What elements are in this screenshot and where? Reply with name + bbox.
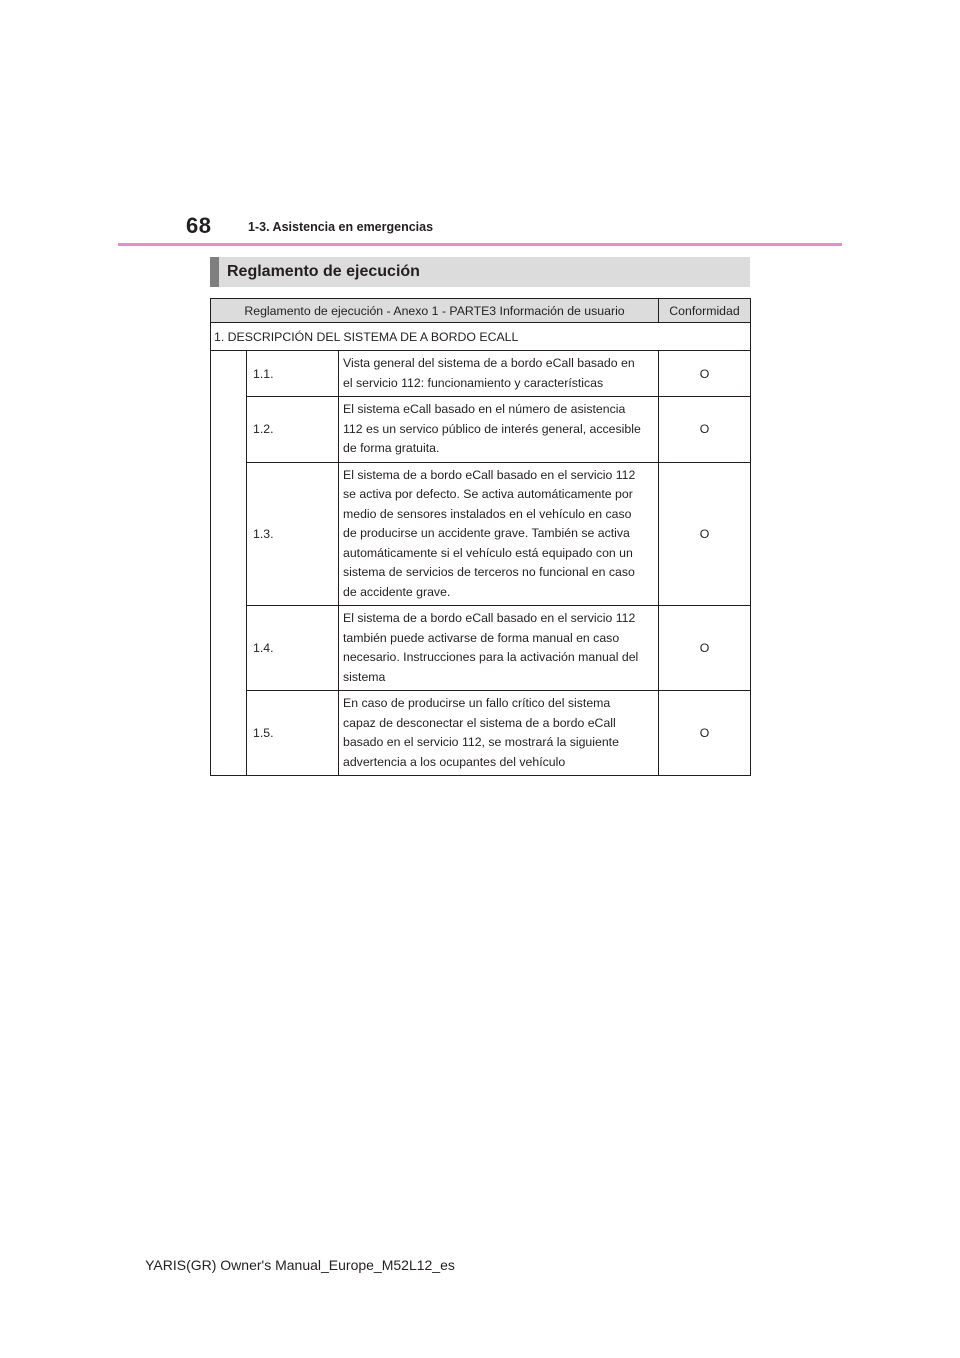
section-title: 1-3. Asistencia en emergencias	[248, 220, 434, 234]
row-description	[339, 351, 659, 397]
description-line: el servicio 112: funcionamiento y características	[343, 375, 604, 390]
row-conformity: O	[659, 462, 751, 606]
description-line: 112 es un servico público de interés general, accesible	[343, 421, 641, 436]
row-description	[339, 606, 659, 691]
regulation-table	[210, 298, 751, 776]
heading-bar	[210, 257, 750, 287]
table-row	[211, 397, 751, 463]
row-conformity: O	[659, 606, 751, 691]
row-number: 1.4.	[247, 606, 339, 691]
description-line: Vista general del sistema de a bordo eCall basado en	[343, 356, 635, 370]
description-line: El sistema de a bordo eCall basado en el servicio 112	[343, 611, 636, 625]
section-row	[211, 323, 751, 351]
row-conformity: O	[659, 351, 751, 397]
description-line: de producirse un accidente grave. También se activa	[343, 526, 630, 540]
description-line: advertencia a los ocupantes del vehículo	[343, 754, 566, 769]
section-row-title: 1. DESCRIPCIÓN DEL SISTEMA DE A BORDO ECALL	[211, 323, 751, 351]
description-line: sistema	[343, 669, 386, 684]
description-line: se activa por defecto. Se activa automáticamente por	[343, 487, 633, 501]
row-conformity: O	[659, 691, 751, 776]
column-header-regulation: Reglamento de ejecución - Anexo 1 - PARTE3 Información de usuario	[211, 299, 659, 323]
header-divider	[118, 243, 842, 246]
description-line: capaz de desconectar el sistema de a bordo eCall	[343, 715, 616, 730]
column-header-conformity: Conformidad	[659, 299, 751, 323]
footer-manual-id: YARIS(GR) Owner's Manual_Europe_M52L12_es	[145, 1257, 455, 1273]
page-number: 68	[186, 213, 212, 238]
table-row	[211, 606, 751, 691]
description-line: de forma gratuita.	[343, 441, 440, 455]
heading-title: Reglamento de ejecución	[227, 263, 420, 280]
row-conformity: O	[659, 397, 751, 463]
description-line: de accidente grave.	[343, 584, 451, 599]
row-number: 1.5.	[247, 691, 339, 776]
description-line: En caso de producirse un fallo crítico del sistema	[343, 696, 611, 710]
row-number: 1.3.	[247, 462, 339, 606]
row-description	[339, 462, 659, 606]
description-line: El sistema eCall basado en el número de asistencia	[343, 402, 626, 416]
description-line: El sistema de a bordo eCall basado en el servicio 112	[343, 467, 636, 482]
description-line: necesario. Instrucciones para la activación manual del	[343, 650, 639, 664]
table-row	[211, 351, 751, 397]
table-row	[211, 462, 751, 606]
description-line: sistema de servicios de terceros no funcional en caso	[343, 565, 635, 579]
description-line: automáticamente si el vehículo está equipado con un	[343, 545, 633, 560]
row-number: 1.1.	[247, 351, 339, 397]
description-line: también puede activarse de forma manual en caso	[343, 630, 620, 645]
description-line: basado en el servicio 112, se mostrará la siguiente	[343, 735, 619, 749]
indent-cell	[211, 351, 247, 776]
description-line: medio de sensores instalados en el vehículo en caso	[343, 506, 632, 521]
table-row	[211, 691, 751, 776]
table-header-row	[211, 299, 751, 323]
row-description	[339, 397, 659, 463]
row-description	[339, 691, 659, 776]
row-number: 1.2.	[247, 397, 339, 463]
